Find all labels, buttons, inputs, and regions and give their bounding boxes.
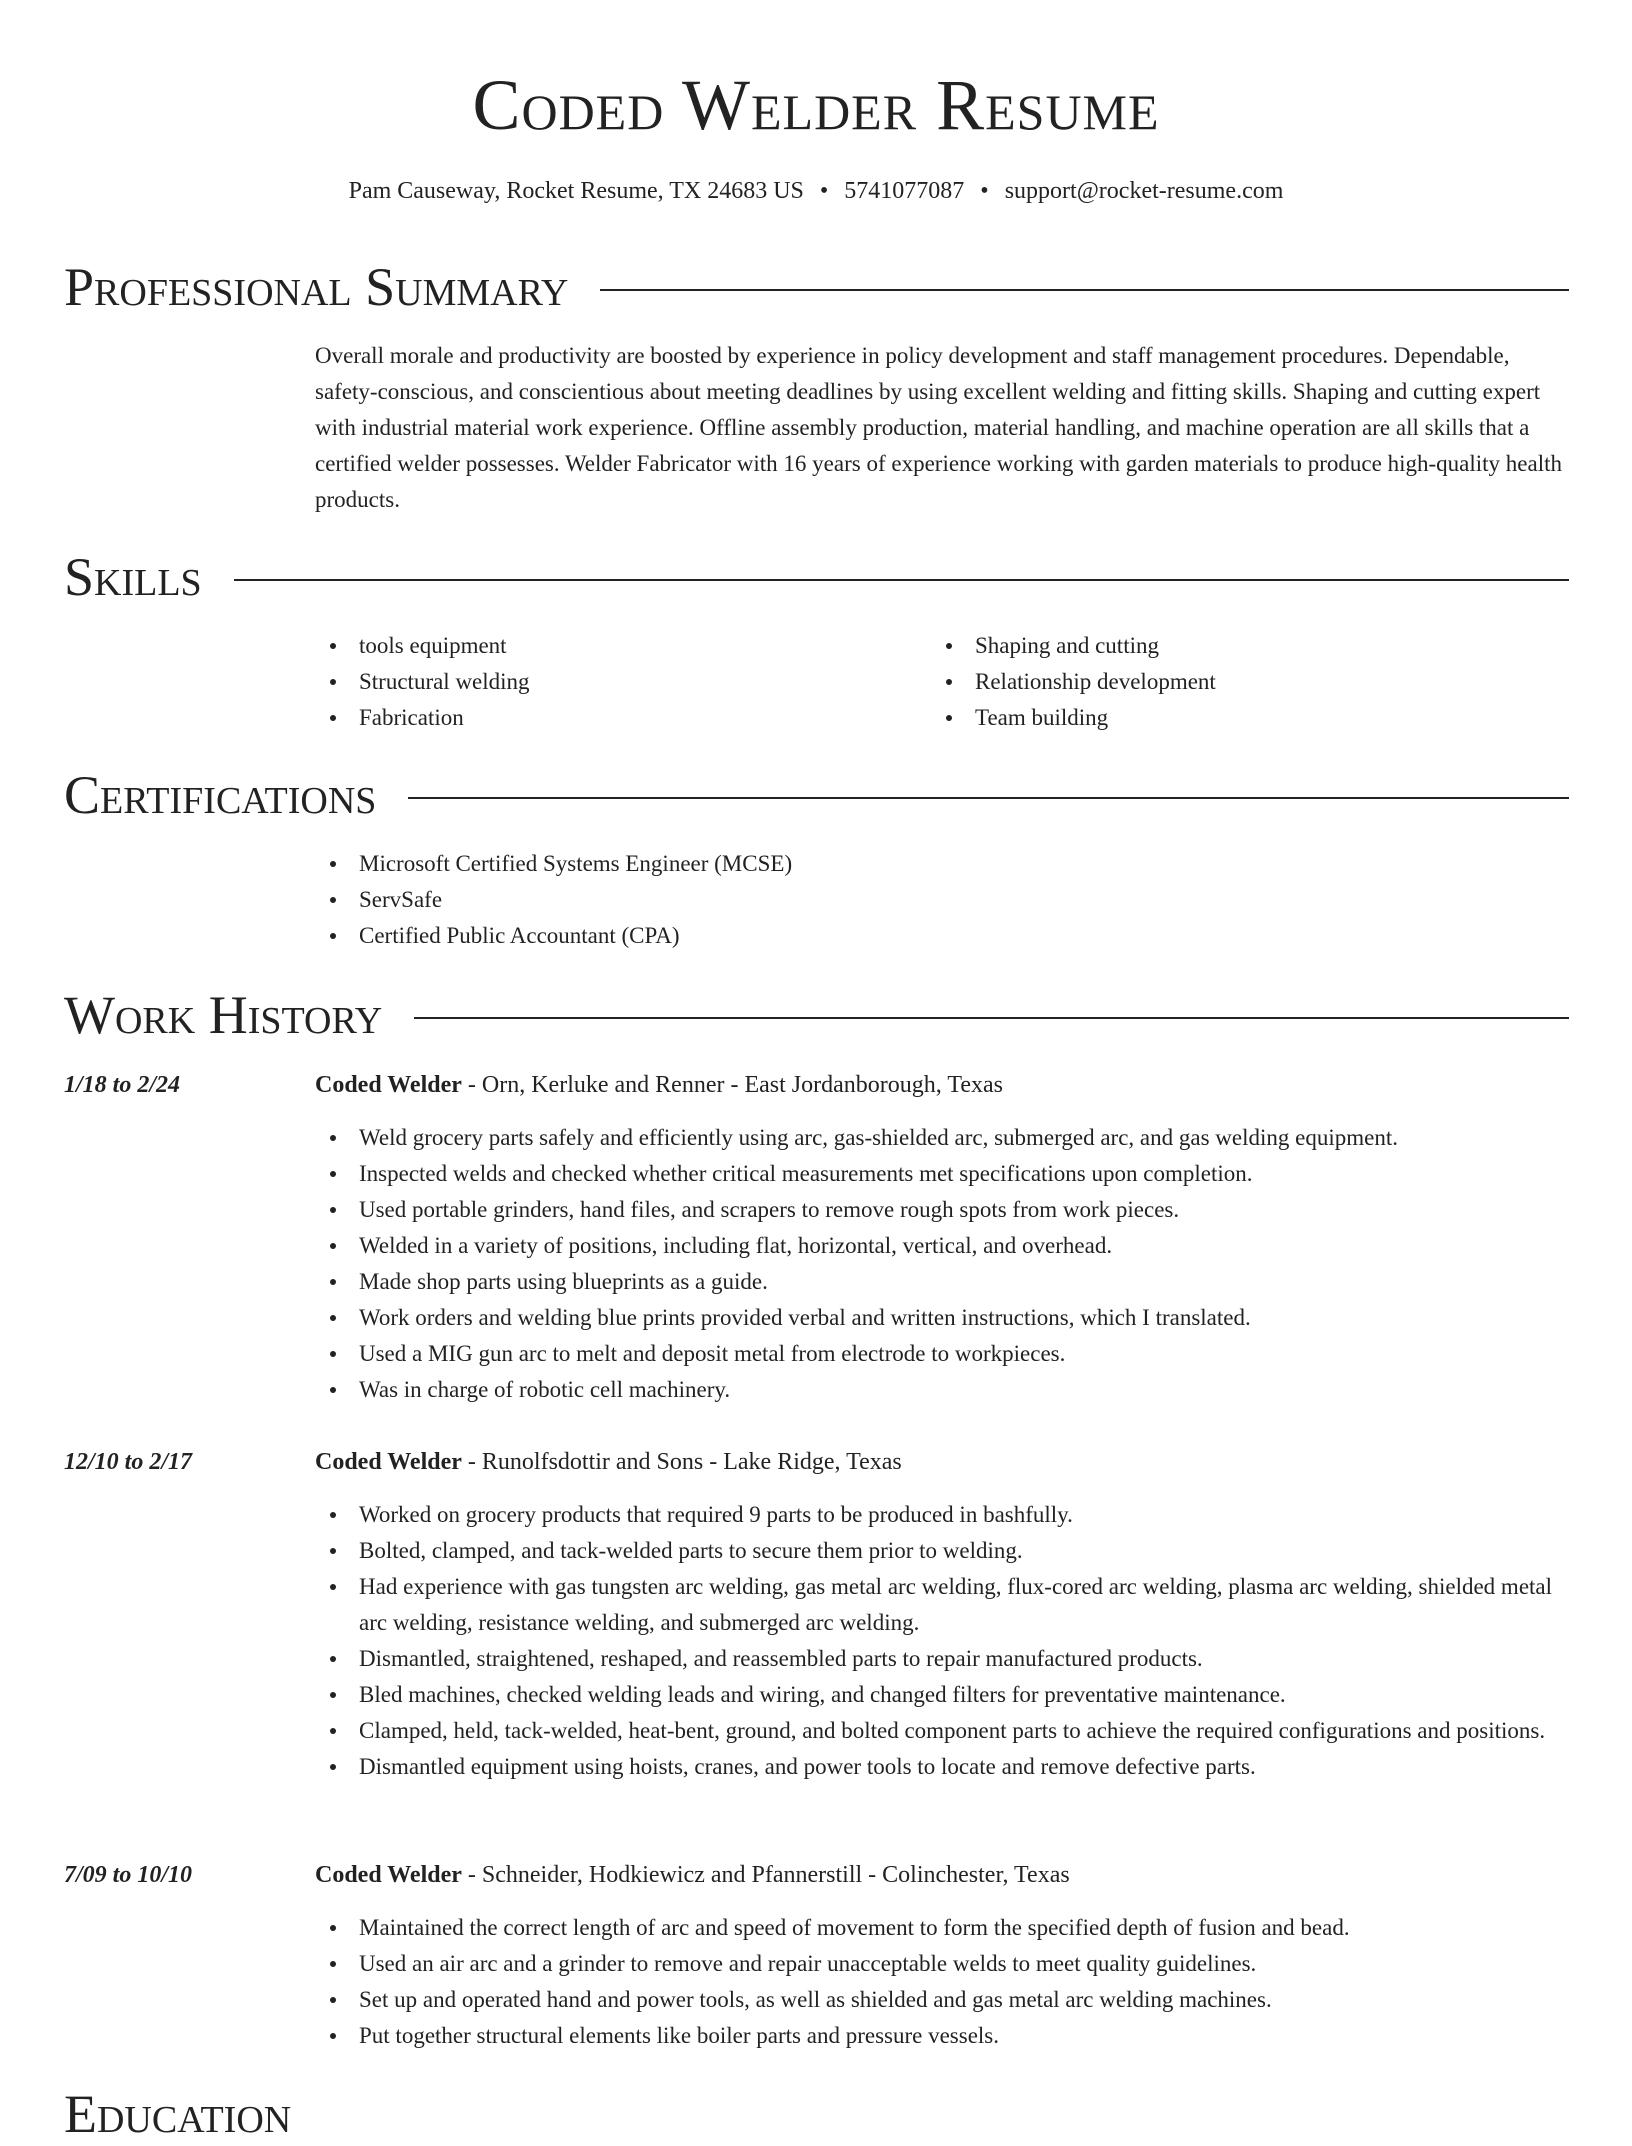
section-divider: [408, 797, 1569, 799]
job-duty-item: Made shop parts using blueprints as a guide.: [315, 1264, 1565, 1300]
skill-item: tools equipment: [315, 628, 915, 664]
job-title: Coded Welder: [315, 1862, 462, 1888]
contact-email: support@rocket-resume.com: [1004, 178, 1284, 204]
summary-text: Overall morale and productivity are boosted by experience in policy development and staff management procedures. Dependable, safety-conscious, and conscientious about meeting deadlines by using excellent welding and fitting skills. Shaping and cutting expert with industrial material work experience. Offline assembly production, material handling, and machine operation are all skills that a certified welder possesses. Welder Fabricator with 16 years of experience working with garden materials to produce high-quality health products.: [315, 343, 1562, 512]
job-employer-location: - Runolfsdottir and Sons - Lake Ridge, Texas: [461, 1449, 902, 1475]
job-duty-item: Used a MIG gun arc to melt and deposit metal from electrode to workpieces.: [315, 1336, 1565, 1372]
skill-item: Team building: [931, 700, 1531, 736]
certification-item: Microsoft Certified Systems Engineer (MCSE): [315, 846, 1565, 882]
job-dates: 7/09 to 10/10: [64, 1862, 193, 1888]
job-title: Coded Welder: [315, 1072, 462, 1098]
job-duty-item: Work orders and welding blue prints provided verbal and written instructions, which I translated.: [315, 1300, 1565, 1336]
certification-item: ServSafe: [315, 882, 1565, 918]
contact-phone: 5741077087: [844, 178, 965, 204]
certifications-list: [315, 846, 1565, 954]
job-duty-item: Was in charge of robotic cell machinery.: [315, 1372, 1565, 1408]
job-duty-item: Put together structural elements like boiler parts and pressure vessels.: [315, 2018, 1565, 2054]
job-duty-item: Maintained the correct length of arc and speed of movement to form the specified depth of fusion and bead.: [315, 1910, 1565, 1946]
certifications-section-header: [64, 763, 1569, 827]
skill-item: Relationship development: [931, 664, 1531, 700]
section-divider: [600, 289, 1569, 291]
contact-separator: •: [819, 178, 829, 204]
job-duty-item: Weld grocery parts safely and efficiently using arc, gas-shielded arc, submerged arc, and gas welding equipment.: [315, 1120, 1565, 1156]
section-divider: [414, 1017, 1569, 1019]
job-employer-location: - Schneider, Hodkiewicz and Pfannerstill - Colinchester, Texas: [461, 1862, 1070, 1888]
work-history-heading: Work History: [64, 985, 383, 1045]
job-duties-list: [315, 1120, 1565, 1408]
skill-item: Fabrication: [315, 700, 915, 736]
skills-heading: Skills: [64, 547, 202, 607]
job-duty-item: Bled machines, checked welding leads and wiring, and changed filters for preventative maintenance.: [315, 1677, 1565, 1713]
job-duty-item: Inspected welds and checked whether critical measurements met specifications upon completion.: [315, 1156, 1565, 1192]
skill-item: Structural welding: [315, 664, 915, 700]
job-duty-item: Used an air arc and a grinder to remove and repair unacceptable welds to meet quality guidelines.: [315, 1946, 1565, 1982]
job-duty-item: Used portable grinders, hand files, and scrapers to remove rough spots from work pieces.: [315, 1192, 1565, 1228]
job-employer-location: - Orn, Kerluke and Renner - East Jordanborough, Texas: [461, 1072, 1003, 1098]
education-section-header: [64, 2082, 1569, 2146]
skills-list-right: [931, 628, 1531, 736]
job-duty-item: Worked on grocery products that required 9 parts to be produced in bashfully.: [315, 1497, 1565, 1533]
section-divider: [234, 579, 1569, 581]
contact-line: [0, 176, 1632, 206]
job-duty-item: Dismantled, straightened, reshaped, and reassembled parts to repair manufactured products.: [315, 1641, 1565, 1677]
certification-item: Certified Public Accountant (CPA): [315, 918, 1565, 954]
work-history-section-header: [64, 983, 1569, 1047]
skill-item: Shaping and cutting: [931, 628, 1531, 664]
job-duty-item: Set up and operated hand and power tools, as well as shielded and gas metal arc welding machines.: [315, 1982, 1565, 2018]
job-dates: 1/18 to 2/24: [64, 1072, 181, 1098]
job-duties-list: [315, 1497, 1565, 1785]
job-heading: [315, 1070, 1003, 1100]
job-duty-item: Welded in a variety of positions, including flat, horizontal, vertical, and overhead.: [315, 1228, 1565, 1264]
contact-separator: •: [980, 178, 989, 204]
job-duty-item: Dismantled equipment using hoists, cranes, and power tools to locate and remove defective parts.: [315, 1749, 1565, 1785]
skills-list-left: [315, 628, 915, 736]
summary-section-header: [64, 255, 1569, 319]
resume-title: Coded Welder Resume: [472, 65, 1160, 145]
job-duty-item: Clamped, held, tack-welded, heat-bent, ground, and bolted component parts to achieve the required configurations and positions.: [315, 1713, 1565, 1749]
job-duty-item: Bolted, clamped, and tack-welded parts to secure them prior to welding.: [315, 1533, 1565, 1569]
certifications-heading: Certifications: [64, 765, 377, 825]
job-heading: [315, 1447, 902, 1477]
job-duties-list: [315, 1910, 1565, 2054]
skills-section-header: [64, 545, 1569, 609]
education-heading: Education: [64, 2084, 292, 2144]
job-title: Coded Welder: [315, 1449, 462, 1475]
job-duty-item: Had experience with gas tungsten arc welding, gas metal arc welding, flux-cored arc welding, plasma arc welding, shielded metal arc welding, resistance welding, and submerged arc welding.: [315, 1569, 1565, 1641]
job-dates: 12/10 to 2/17: [64, 1449, 193, 1475]
job-heading: [315, 1860, 1070, 1890]
contact-address: Pam Causeway, Rocket Resume, TX 24683 US: [348, 178, 804, 204]
summary-heading: Professional Summary: [64, 257, 569, 317]
